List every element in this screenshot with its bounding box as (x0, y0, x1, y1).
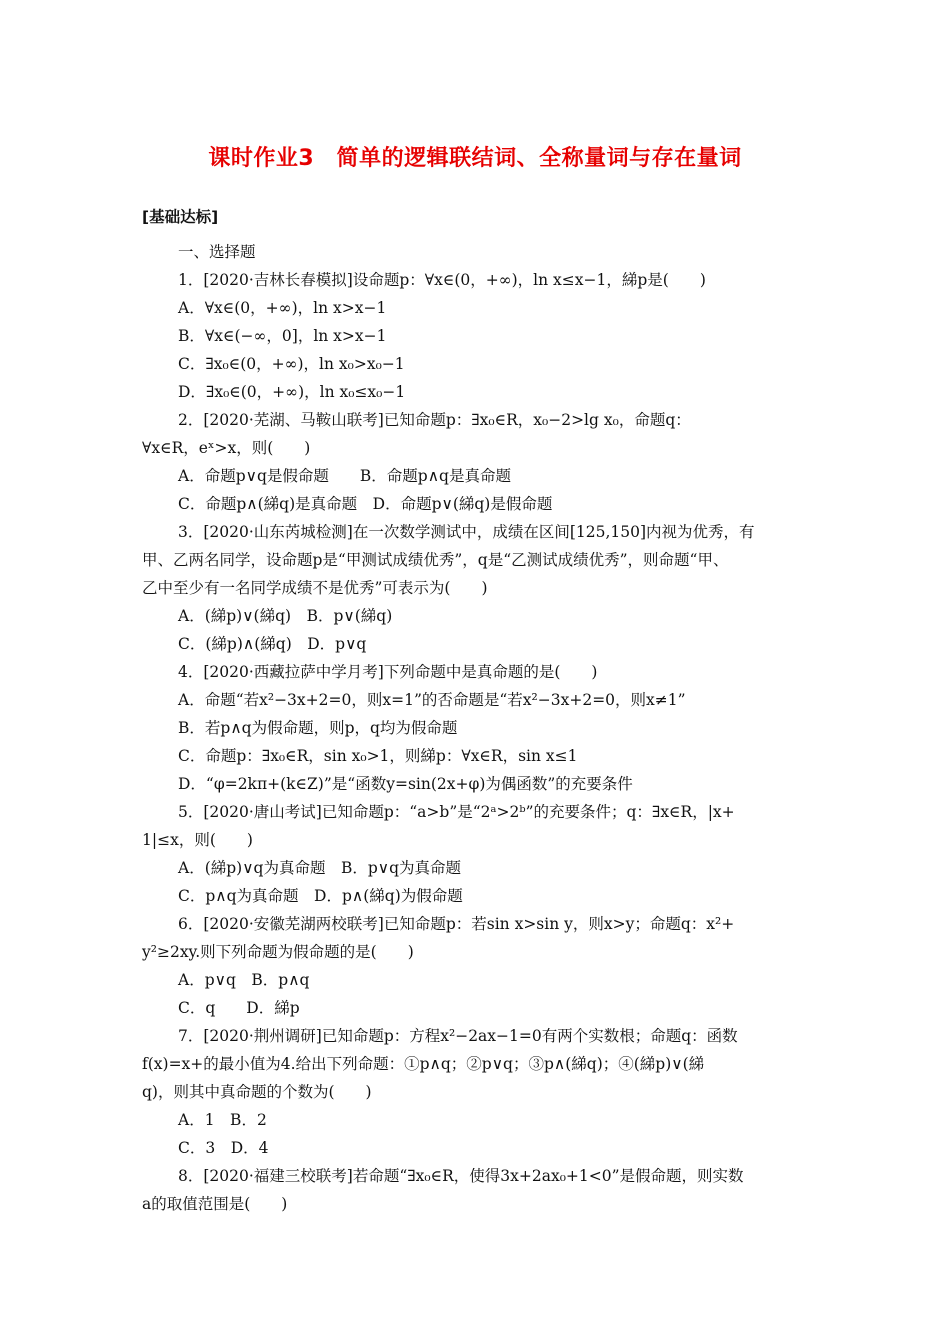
question-text-line: 3．[2020·山东芮城检测]在一次数学测试中，成绩在区间[125,150]内视为优秀，有 (178, 523, 755, 541)
answer-option-line: C．(綈p)∧(綈q) D．p∨q (178, 635, 367, 653)
question-text-line: f(x)=x+的最小值为4.给出下列命题：①p∧q；②p∨q；③p∧(綈q)；④(綈p)∨(綈 (142, 1055, 705, 1073)
answer-option-line: B．若p∧q为假命题，则p，q均为假命题 (178, 719, 458, 737)
question-text-line: 1|≤x，则( ) (142, 831, 253, 849)
answer-option-line: D．∃x₀∈(0，+∞)，ln x₀≤x₀−1 (178, 383, 406, 401)
answer-option-line: A．命题“若x²−3x+2=0，则x=1”的否命题是“若x²−3x+2=0，则x≠1” (178, 691, 686, 709)
question-text-line: 乙中至少有一名同学成绩不是优秀”可表示为( ) (142, 579, 488, 597)
answer-option-line: C．命题p：∃x₀∈R，sin x₀>1，则綈p：∀x∈R，sin x≤1 (178, 747, 578, 765)
question-text-line: y²≥2xy.则下列命题为假命题的是( ) (142, 943, 414, 961)
question-text-line: 2．[2020·芜湖、马鞍山联考]已知命题p：∃x₀∈R，x₀−2>lg x₀，命题q： (178, 411, 691, 429)
answer-option-line: A．∀x∈(0，+∞)，ln x>x−1 (178, 299, 387, 317)
answer-option-line: B．∀x∈(−∞，0]，ln x>x−1 (178, 327, 387, 345)
page-title: 课时作业3 简单的逻辑联结词、全称量词与存在量词 (208, 146, 742, 171)
part-heading: 一、选择题 (178, 243, 256, 261)
answer-option-line: A．1 B．2 (178, 1111, 267, 1129)
answer-option-line: A．(綈p)∨q为真命题 B．p∨q为真命题 (178, 859, 462, 877)
question-text-line: 6．[2020·安徽芜湖两校联考]已知命题p：若sin x>sin y，则x>y；命题q：x²+ (178, 915, 735, 933)
question-text-line: ∀x∈R，eˣ>x，则( ) (142, 439, 311, 457)
answer-option-line: A．p∨q B．p∧q (178, 971, 310, 989)
question-text-line: 1．[2020·吉林长春模拟]设命题p：∀x∈(0，+∞)，ln x≤x−1，綈p是( ) (178, 271, 706, 289)
answer-option-line: A．(綈p)∨(綈q) B．p∨(綈q) (178, 607, 393, 625)
answer-option-line: C．q D．綈p (178, 999, 300, 1017)
answer-option-line: C．3 D．4 (178, 1139, 269, 1157)
section-label: [基础达标] (142, 208, 219, 226)
question-text-line: 4．[2020·西藏拉萨中学月考]下列命题中是真命题的是( ) (178, 663, 598, 681)
question-text-line: 5．[2020·唐山考试]已知命题p：“a>b”是“2ᵃ>2ᵇ”的充要条件；q：∃x∈R，|x+ (178, 803, 735, 821)
answer-option-line: A．命题p∨q是假命题 B．命题p∧q是真命题 (178, 467, 511, 485)
answer-option-line: C．p∧q为真命题 D．p∧(綈q)为假命题 (178, 887, 463, 905)
answer-option-line: D．“φ=2kπ+(k∈Z)”是“函数y=sin(2x+φ)为偶函数”的充要条件 (178, 775, 633, 793)
question-text-line: a的取值范围是( ) (142, 1195, 288, 1213)
question-text-line: 7．[2020·荆州调研]已知命题p：方程x²−2ax−1=0有两个实数根；命题q：函数 (178, 1027, 738, 1045)
question-text-line: 甲、乙两名同学，设命题p是“甲测试成绩优秀”，q是“乙测试成绩优秀”，则命题“甲、 (142, 551, 729, 569)
answer-option-line: C．命题p∧(綈q)是真命题 D．命题p∨(綈q)是假命题 (178, 495, 553, 513)
answer-option-line: C．∃x₀∈(0，+∞)，ln x₀>x₀−1 (178, 355, 405, 373)
question-text-line: q)，则其中真命题的个数为( ) (142, 1083, 372, 1101)
question-text-line: 8．[2020·福建三校联考]若命题“∃x₀∈R，使得3x+2ax₀+1<0”是假命题，则实数 (178, 1167, 744, 1185)
